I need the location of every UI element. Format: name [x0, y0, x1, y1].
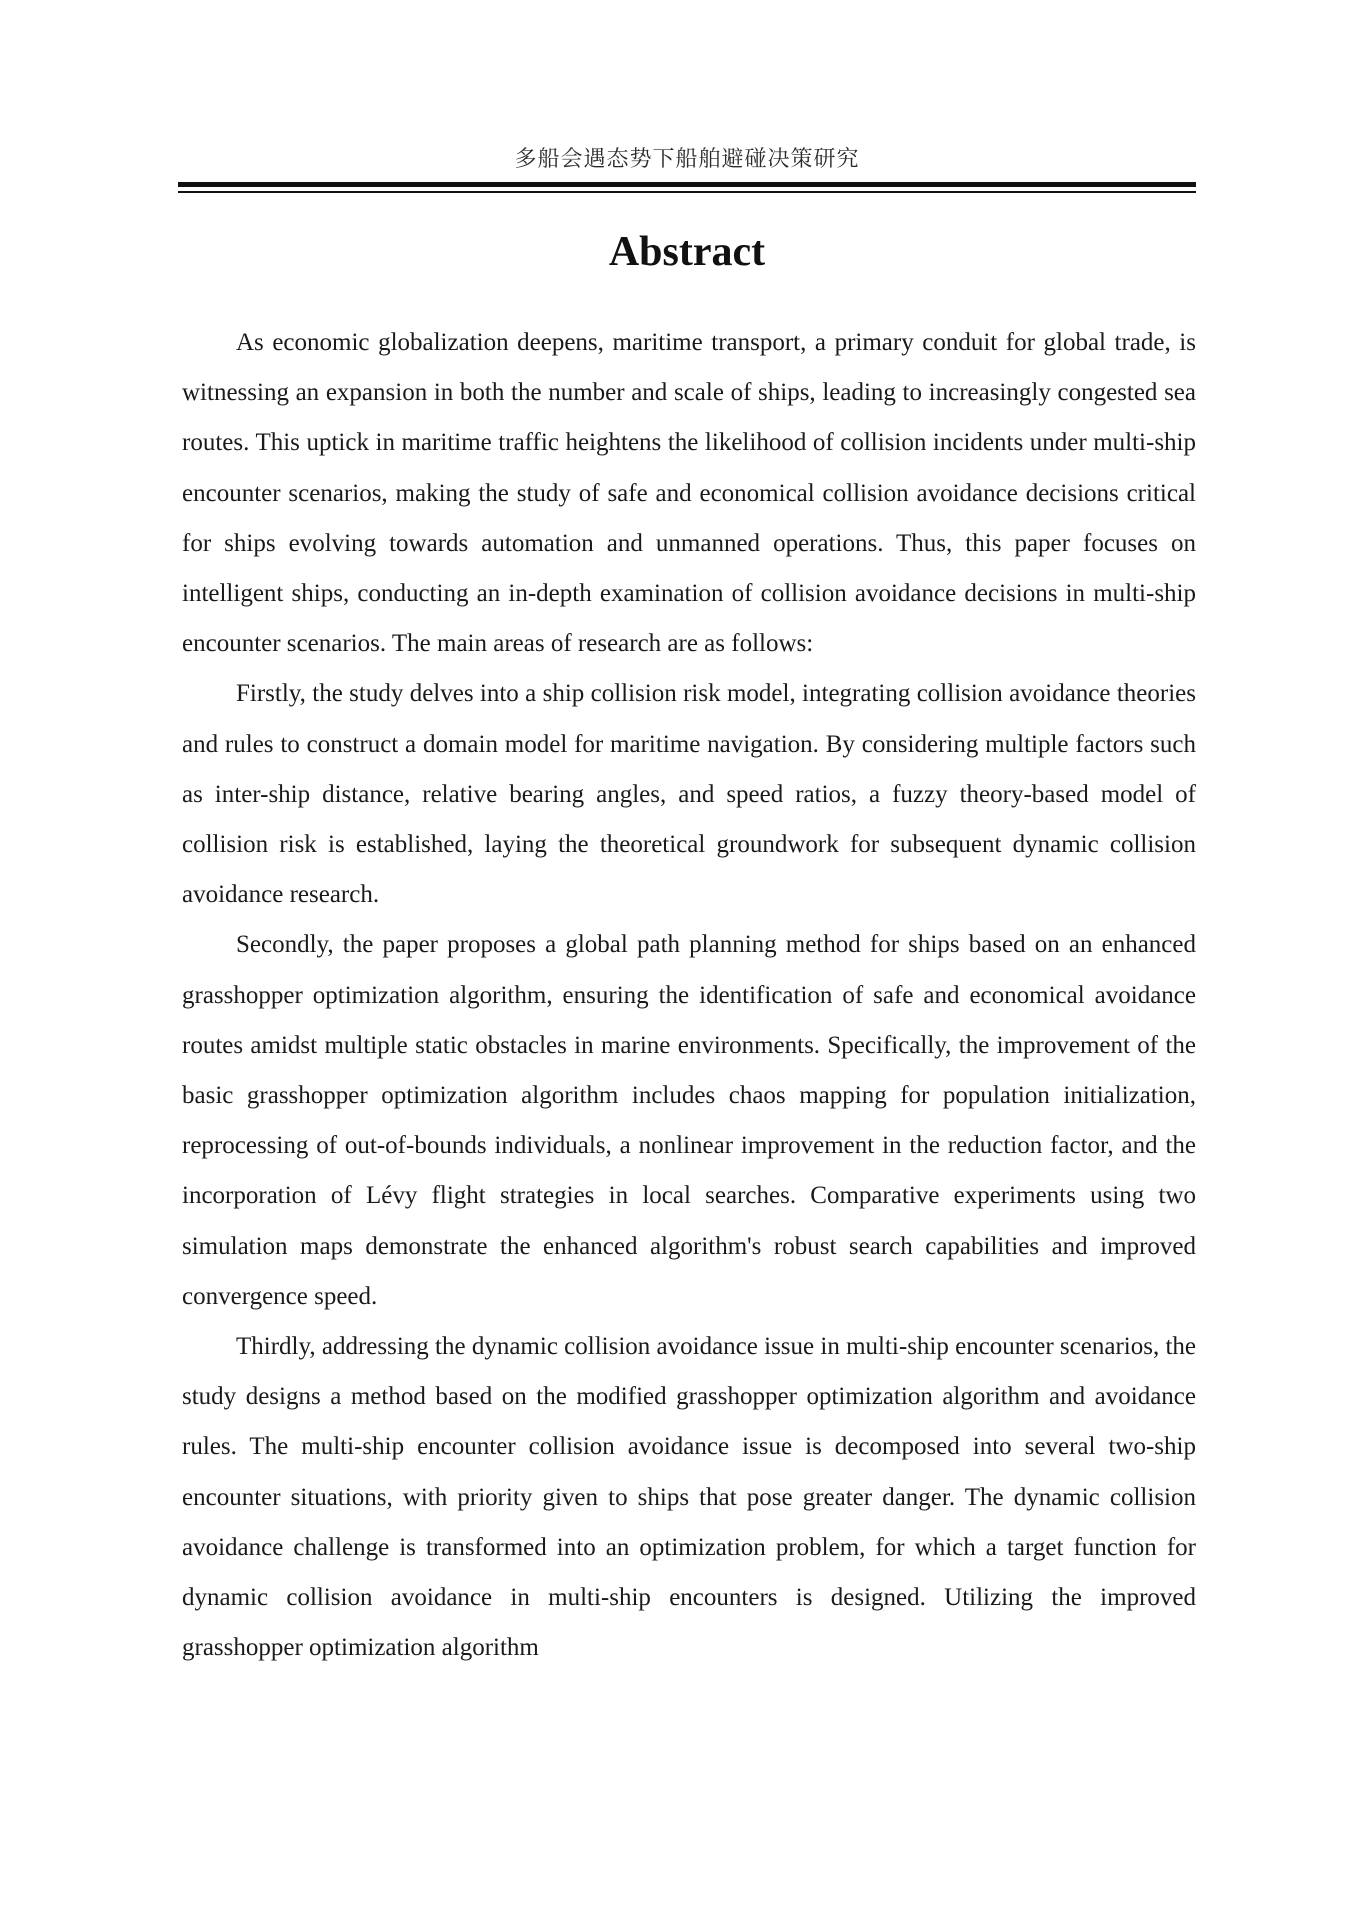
- abstract-paragraph-2: Firstly, the study delves into a ship collision risk model, integrating collision avoidance theories and rules to construct a domain model for maritime navigation. By considering multiple factors such as inter-ship distance, relative bearing angles, and speed ratios, a fuzzy theory-based model of collision risk is established, laying the theoretical groundwork for subsequent dynamic collision avoidance research.: [182, 680, 1196, 909]
- abstract-paragraph-3: Secondly, the paper proposes a global path planning method for ships based on an enhanced grasshopper optimization algorithm, ensuring the identification of safe and economical avoidance routes amidst multiple static obstacles in marine environments. Specifically, the improvement of the basic grasshopper optimization algorithm includes chaos mapping for population initialization, reprocessing of out-of-bounds individuals, a nonlinear improvement in the reduction factor, and the incorporation of Lévy flight strategies in local searches. Comparative experiments using two simulation maps demonstrate the enhanced algorithm's robust search capabilities and improved convergence speed.: [182, 931, 1196, 1310]
- header-rule-thick: [178, 182, 1196, 187]
- abstract-paragraph-1: As economic globalization deepens, maritime transport, a primary conduit for global trade, is witnessing an expansion in both the number and scale of ships, leading to increasingly congested sea routes. This uptick in maritime traffic heightens the likelihood of collision incidents under multi-ship encounter scenarios, making the study of safe and economical collision avoidance decisions critical for ships evolving towards automation and unmanned operations. Thus, this paper focuses on intelligent ships, conducting an in-depth examination of collision avoidance decisions in multi-ship encounter scenarios. The main areas of research are as follows:: [182, 329, 1196, 658]
- header-rule-thin: [178, 191, 1196, 193]
- abstract-paragraph-4: Thirdly, addressing the dynamic collision avoidance issue in multi-ship encounter scenarios, the study designs a method based on the modified grasshopper optimization algorithm and avoidance rules. The multi-ship encounter collision avoidance issue is decomposed into several two-ship encounter situations, with priority given to ships that pose greater danger. The dynamic collision avoidance challenge is transformed into an optimization problem, for which a target function for dynamic collision avoidance in multi-ship encounters is designed. Utilizing the improved grasshopper optimization algorithm: [182, 1333, 1196, 1662]
- abstract-body: [182, 318, 1196, 1673]
- running-header: 多船会遇态势下船舶避碰决策研究: [514, 147, 860, 172]
- section-title: Abstract: [608, 229, 766, 275]
